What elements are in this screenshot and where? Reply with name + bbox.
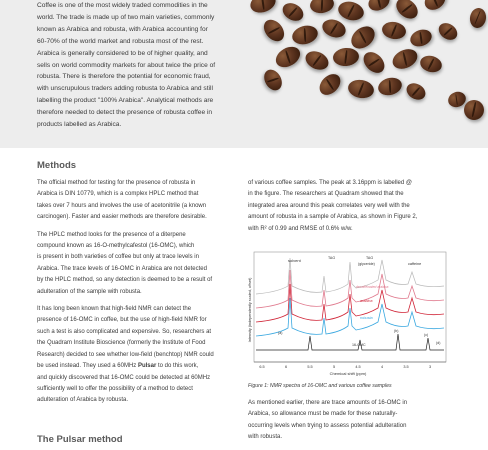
text-line: and quickly discovered that 16-OMC could be detected at 60MHz xyxy=(37,374,211,381)
label-arabica: arabica xyxy=(360,299,373,303)
text-line: presence of 16-OMC in coffee, but the use of high-field NMR for xyxy=(37,317,207,324)
intro-line: with unscrupulous traders adding robusta to Arabica and still xyxy=(37,85,213,93)
label-solvent: solvent xyxy=(288,258,301,263)
coffee-bean xyxy=(279,0,306,24)
text-line: As mentioned earlier, there are trace amounts of 16-OMC in xyxy=(248,400,408,406)
text-line: such a test is also complicated and expensive. So, researchers at xyxy=(37,328,212,335)
paragraph xyxy=(37,178,243,224)
coffee-bean xyxy=(408,27,434,50)
text-line: to do this work, xyxy=(156,363,199,370)
coffee-bean xyxy=(366,0,393,14)
coffee-bean xyxy=(381,20,408,41)
paragraph xyxy=(37,230,243,298)
intro-line: known as Arabica and robusta, with Arabica accounting for xyxy=(37,25,208,33)
coffee-bean xyxy=(376,75,404,98)
label-peak-b: (b) xyxy=(394,329,399,333)
coffee-bean xyxy=(389,45,420,72)
text-line: with robusta. xyxy=(248,434,283,441)
coffee-bean xyxy=(336,0,366,23)
coffee-bean xyxy=(436,20,461,44)
x-tick-label: 6 xyxy=(284,365,288,369)
intro-line: sells on world commodity markets for about twice the price of xyxy=(37,61,216,69)
plot-frame xyxy=(254,252,446,362)
text-line: adulteration of the sample with robusta. xyxy=(37,288,142,295)
label-peak-a: (a) xyxy=(278,331,283,335)
text-line: the Quadram Institute Bioscience (formerly the Institute of Food xyxy=(37,340,206,347)
intro-line: 60-70% of the world market and robusta most of the rest. xyxy=(37,37,204,45)
x-axis-label: Chemical shift (ppm) xyxy=(329,371,367,376)
text-line: Arabica is DIN 10779, which is a complex HPLC method that xyxy=(37,191,199,198)
label-tag: TAG xyxy=(328,256,336,260)
intro-line: Coffee is one of the most widely traded commodities in the xyxy=(37,2,208,9)
intro-line: robusta. There is therefore the potential for economic fraud, xyxy=(37,73,211,81)
coffee-bean xyxy=(290,23,320,47)
intro-line: products labelled as Arabica. xyxy=(37,121,122,129)
methods-left-column xyxy=(37,178,243,413)
text-line: takes over 7 hours and involves the use of acetonitrile (a known xyxy=(37,202,207,209)
text-line: be used instead. They used a 60MHz xyxy=(37,363,138,370)
x-tick-label: 3.5 xyxy=(403,365,409,369)
text-line: in the figure. The researchers at Quadram showed that the xyxy=(248,191,404,198)
methods-right-column-top xyxy=(248,178,468,241)
text-line: carcinogen). Faster and easier methods are therefore desirable. xyxy=(37,214,207,221)
intro-line: labelling the product "100% Arabica". Analytical methods are xyxy=(37,97,214,105)
coffee-bean xyxy=(418,53,443,74)
coffee-bean xyxy=(347,78,376,100)
intro-paragraph xyxy=(37,0,243,131)
coffee-bean xyxy=(392,0,421,23)
label-caffeine: caffeine xyxy=(408,262,422,266)
x-tick-label: 4 xyxy=(380,365,384,369)
coffee-bean xyxy=(404,80,429,103)
coffee-bean xyxy=(468,7,487,29)
header-band xyxy=(0,0,488,148)
x-tick-label: 6.5 xyxy=(259,365,265,369)
coffee-bean xyxy=(248,0,279,16)
text-line: amount of robusta in a sample of Arabica, as shown in Figure 2, xyxy=(248,214,418,221)
text-line: with R² of 0.99 and RMSE of 0.6% w/w. xyxy=(248,225,353,232)
text-line: compound known as 16-O-methylcafestol (16-OMC), which xyxy=(37,243,195,250)
coffee-bean xyxy=(316,70,345,99)
text-line: Arabica, so allowance must be made for these naturally- xyxy=(248,411,398,418)
coffee-bean xyxy=(260,16,288,45)
pulsar-term: Pulsar xyxy=(137,363,157,370)
text-line: occurring levels when trying to assess potential adulteration xyxy=(248,422,407,429)
label-peak-d: (d) xyxy=(436,341,441,345)
label-glyceride: (glyceride) xyxy=(358,262,375,266)
text-line: integrated area around this peak correlates very well with the xyxy=(248,202,410,209)
pulsar-method-heading: The Pulsar method xyxy=(37,434,123,445)
x-tick-label: 3 xyxy=(428,365,432,369)
intro-line: Arabica is generally considered to be of higher quality, and xyxy=(37,49,208,57)
coffee-bean xyxy=(360,48,389,77)
intro-line: world. The trade is made up of two main varieties, commonly xyxy=(37,13,215,21)
x-tick-label: 5.5 xyxy=(307,365,313,369)
intro-line: therefore needed to detect the presence of robusta coffee in xyxy=(37,109,213,117)
label-16omc: 16-OMC xyxy=(352,343,366,347)
coffee-bean xyxy=(261,66,286,93)
nmr-spectra-plot xyxy=(248,250,448,382)
x-tick-label: 5 xyxy=(332,365,336,369)
text-line: sufficiently well to offer the possibility of a method to detect xyxy=(37,385,193,392)
coffee-bean xyxy=(320,16,348,40)
coffee-bean xyxy=(332,47,359,67)
paragraph xyxy=(248,398,468,444)
label-decaf-arabica: decaffeinated arabica xyxy=(356,285,389,289)
label-peak-c: (c) xyxy=(424,333,429,337)
text-line: adulteration of Arabica by robusta. xyxy=(37,397,129,404)
coffee-bean xyxy=(464,100,484,120)
text-line: by the HPLC method, so any detection is deemed to be a result of xyxy=(37,277,213,284)
methods-heading: Methods xyxy=(37,160,77,171)
nmr-spectra-figure xyxy=(248,250,448,382)
figure-caption: Figure 1: NMR spectra of 16-OMC and various coffee samples xyxy=(248,383,392,389)
text-line: is present in both varieties of coffee but only at trace levels in xyxy=(37,254,199,261)
text-line: Arabica. The trace levels of 16-OMC in Arabica are not detected xyxy=(37,265,207,272)
text-line: of various coffee samples. The peak at 3.16ppm is labelled @ xyxy=(248,180,412,186)
text-line: It has long been known that high-field NMR can detect the xyxy=(37,306,192,313)
x-tick-label: 4.5 xyxy=(355,365,361,369)
coffee-bean xyxy=(303,48,332,74)
paragraph xyxy=(248,178,468,235)
coffee-bean xyxy=(309,0,336,15)
coffee-bean xyxy=(421,0,449,14)
paragraph xyxy=(37,304,243,407)
text-line: The HPLC method looks for the presence of a diterpene xyxy=(37,231,186,238)
text-line: Research) decided to see whether low-field (benchtop) NMR could xyxy=(37,351,214,358)
coffee-bean xyxy=(272,43,304,72)
y-axis-label: Intensity (independently scaled, offset) xyxy=(248,277,252,343)
text-line: The official method for testing for the presence of robusta in xyxy=(37,180,196,186)
methods-right-column-bottom xyxy=(248,398,468,450)
label-robusta: robusta xyxy=(360,316,373,320)
label-tag: TAG xyxy=(366,256,374,260)
